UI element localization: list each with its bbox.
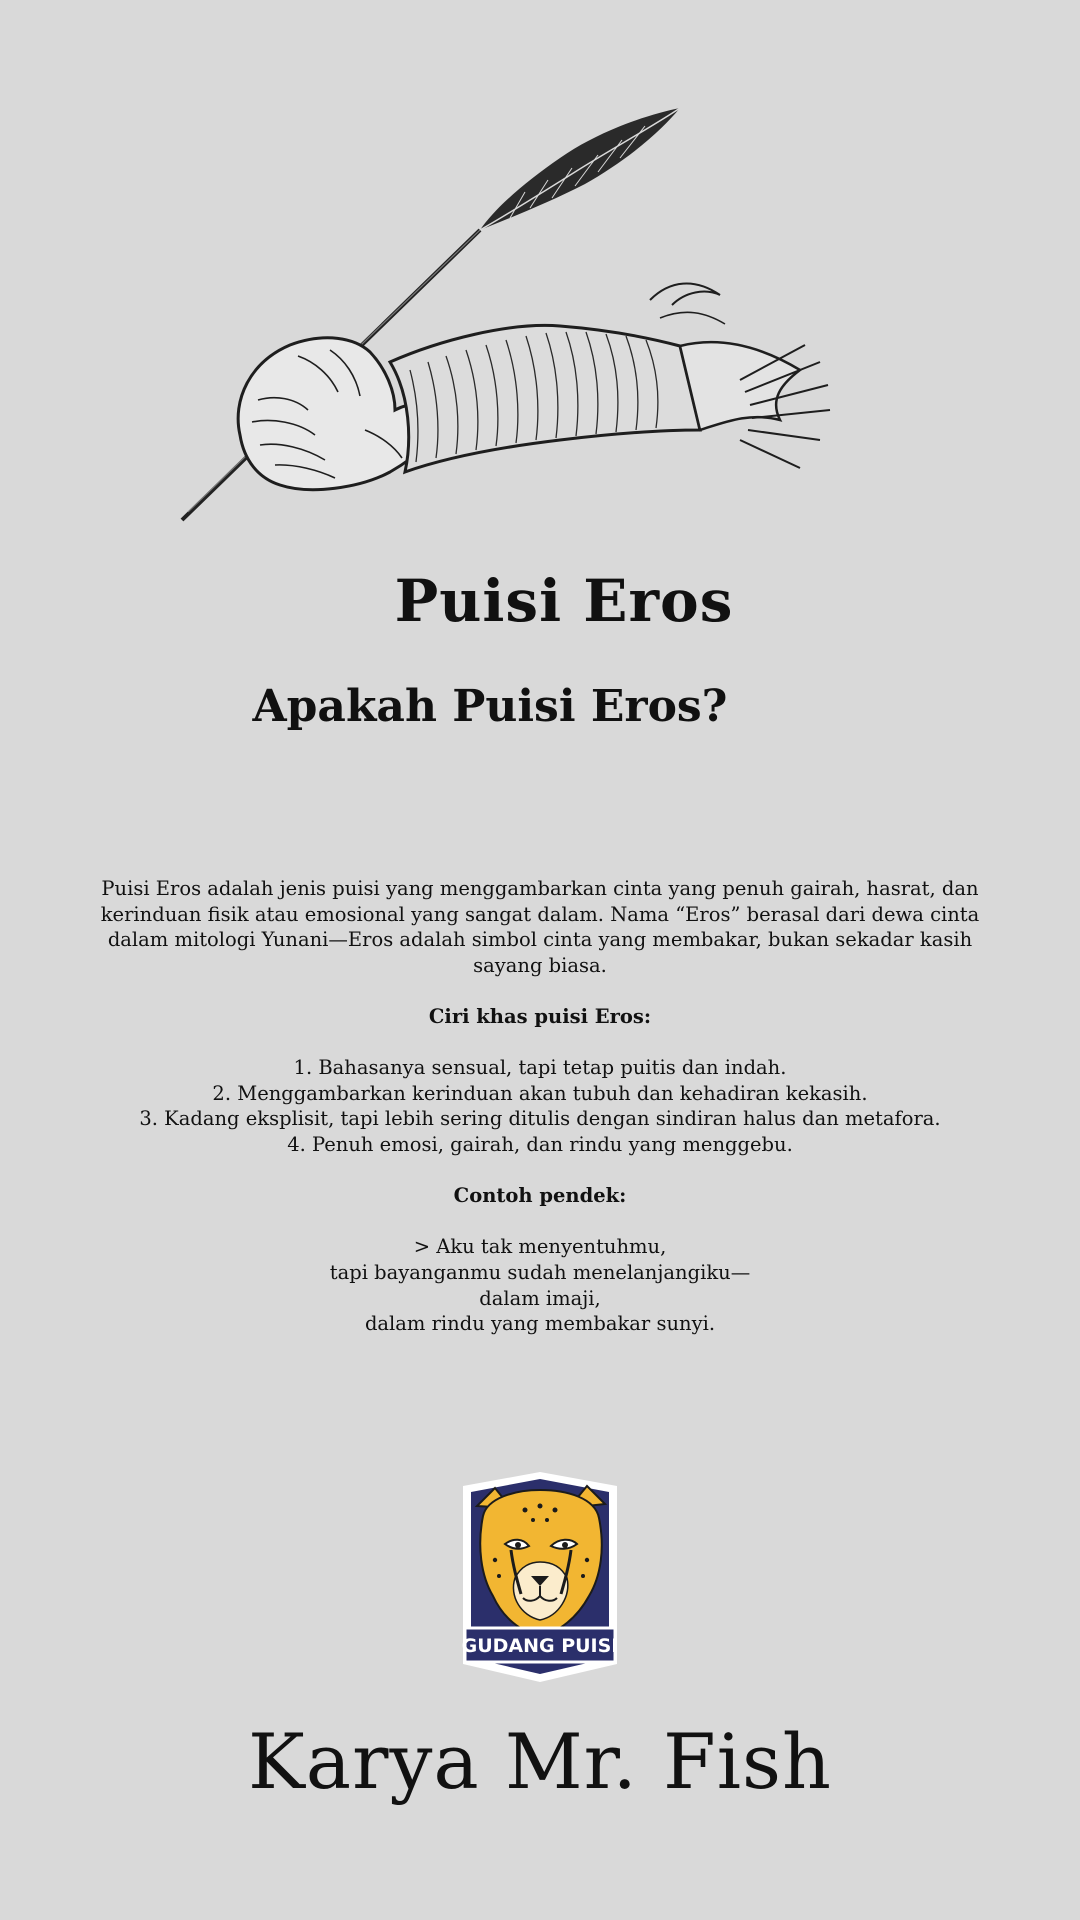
intro-line: sayang biasa. <box>473 953 607 977</box>
poem-line: dalam imaji, <box>479 1286 601 1310</box>
page-title: Puisi Eros <box>394 567 734 635</box>
page-subtitle: Apakah Puisi Eros? <box>252 681 728 732</box>
list-item: 1. Bahasanya sensual, tapi tetap puitis dan indah. <box>293 1056 787 1080</box>
poem-line: dalam rindu yang membakar sunyi. <box>364 1312 716 1336</box>
poem-line: > Aku tak menyentuhmu, <box>413 1235 667 1259</box>
author-signature: Karya Mr. Fish <box>248 1717 832 1806</box>
list-item: 4. Penuh emosi, gairah, dan rindu yang menggebu. <box>287 1132 793 1156</box>
intro-line: dalam mitologi Yunani—Eros adalah simbol cinta yang membakar, bukan sekadar kasih <box>107 928 973 952</box>
hand-holding-quill-icon <box>180 100 880 530</box>
intro-paragraph <box>100 876 980 978</box>
poem-line: tapi bayanganmu sudah menelanjangiku— <box>329 1260 751 1284</box>
intro-line: kerinduan fisik atau emosional yang sangat dalam. Nama “Eros” berasal dari dewa cinta <box>100 902 980 926</box>
logo-text: GUDANG PUISI <box>461 1635 619 1657</box>
features-list <box>100 1055 980 1157</box>
cheetah-shield-icon <box>455 1468 625 1686</box>
example-poem <box>100 1234 980 1336</box>
features-heading: Ciri khas puisi Eros: <box>428 1004 652 1028</box>
list-item: 3. Kadang eksplisit, tapi lebih sering ditulis dengan sindiran halus dan metafora. <box>139 1107 941 1131</box>
article-body <box>100 876 980 1337</box>
list-item: 2. Menggambarkan kerinduan akan tubuh dan kehadiran kekasih. <box>212 1081 868 1105</box>
intro-line: Puisi Eros adalah jenis puisi yang menggambarkan cinta yang penuh gairah, hasrat, dan <box>101 877 979 900</box>
example-heading: Contoh pendek: <box>453 1184 627 1208</box>
